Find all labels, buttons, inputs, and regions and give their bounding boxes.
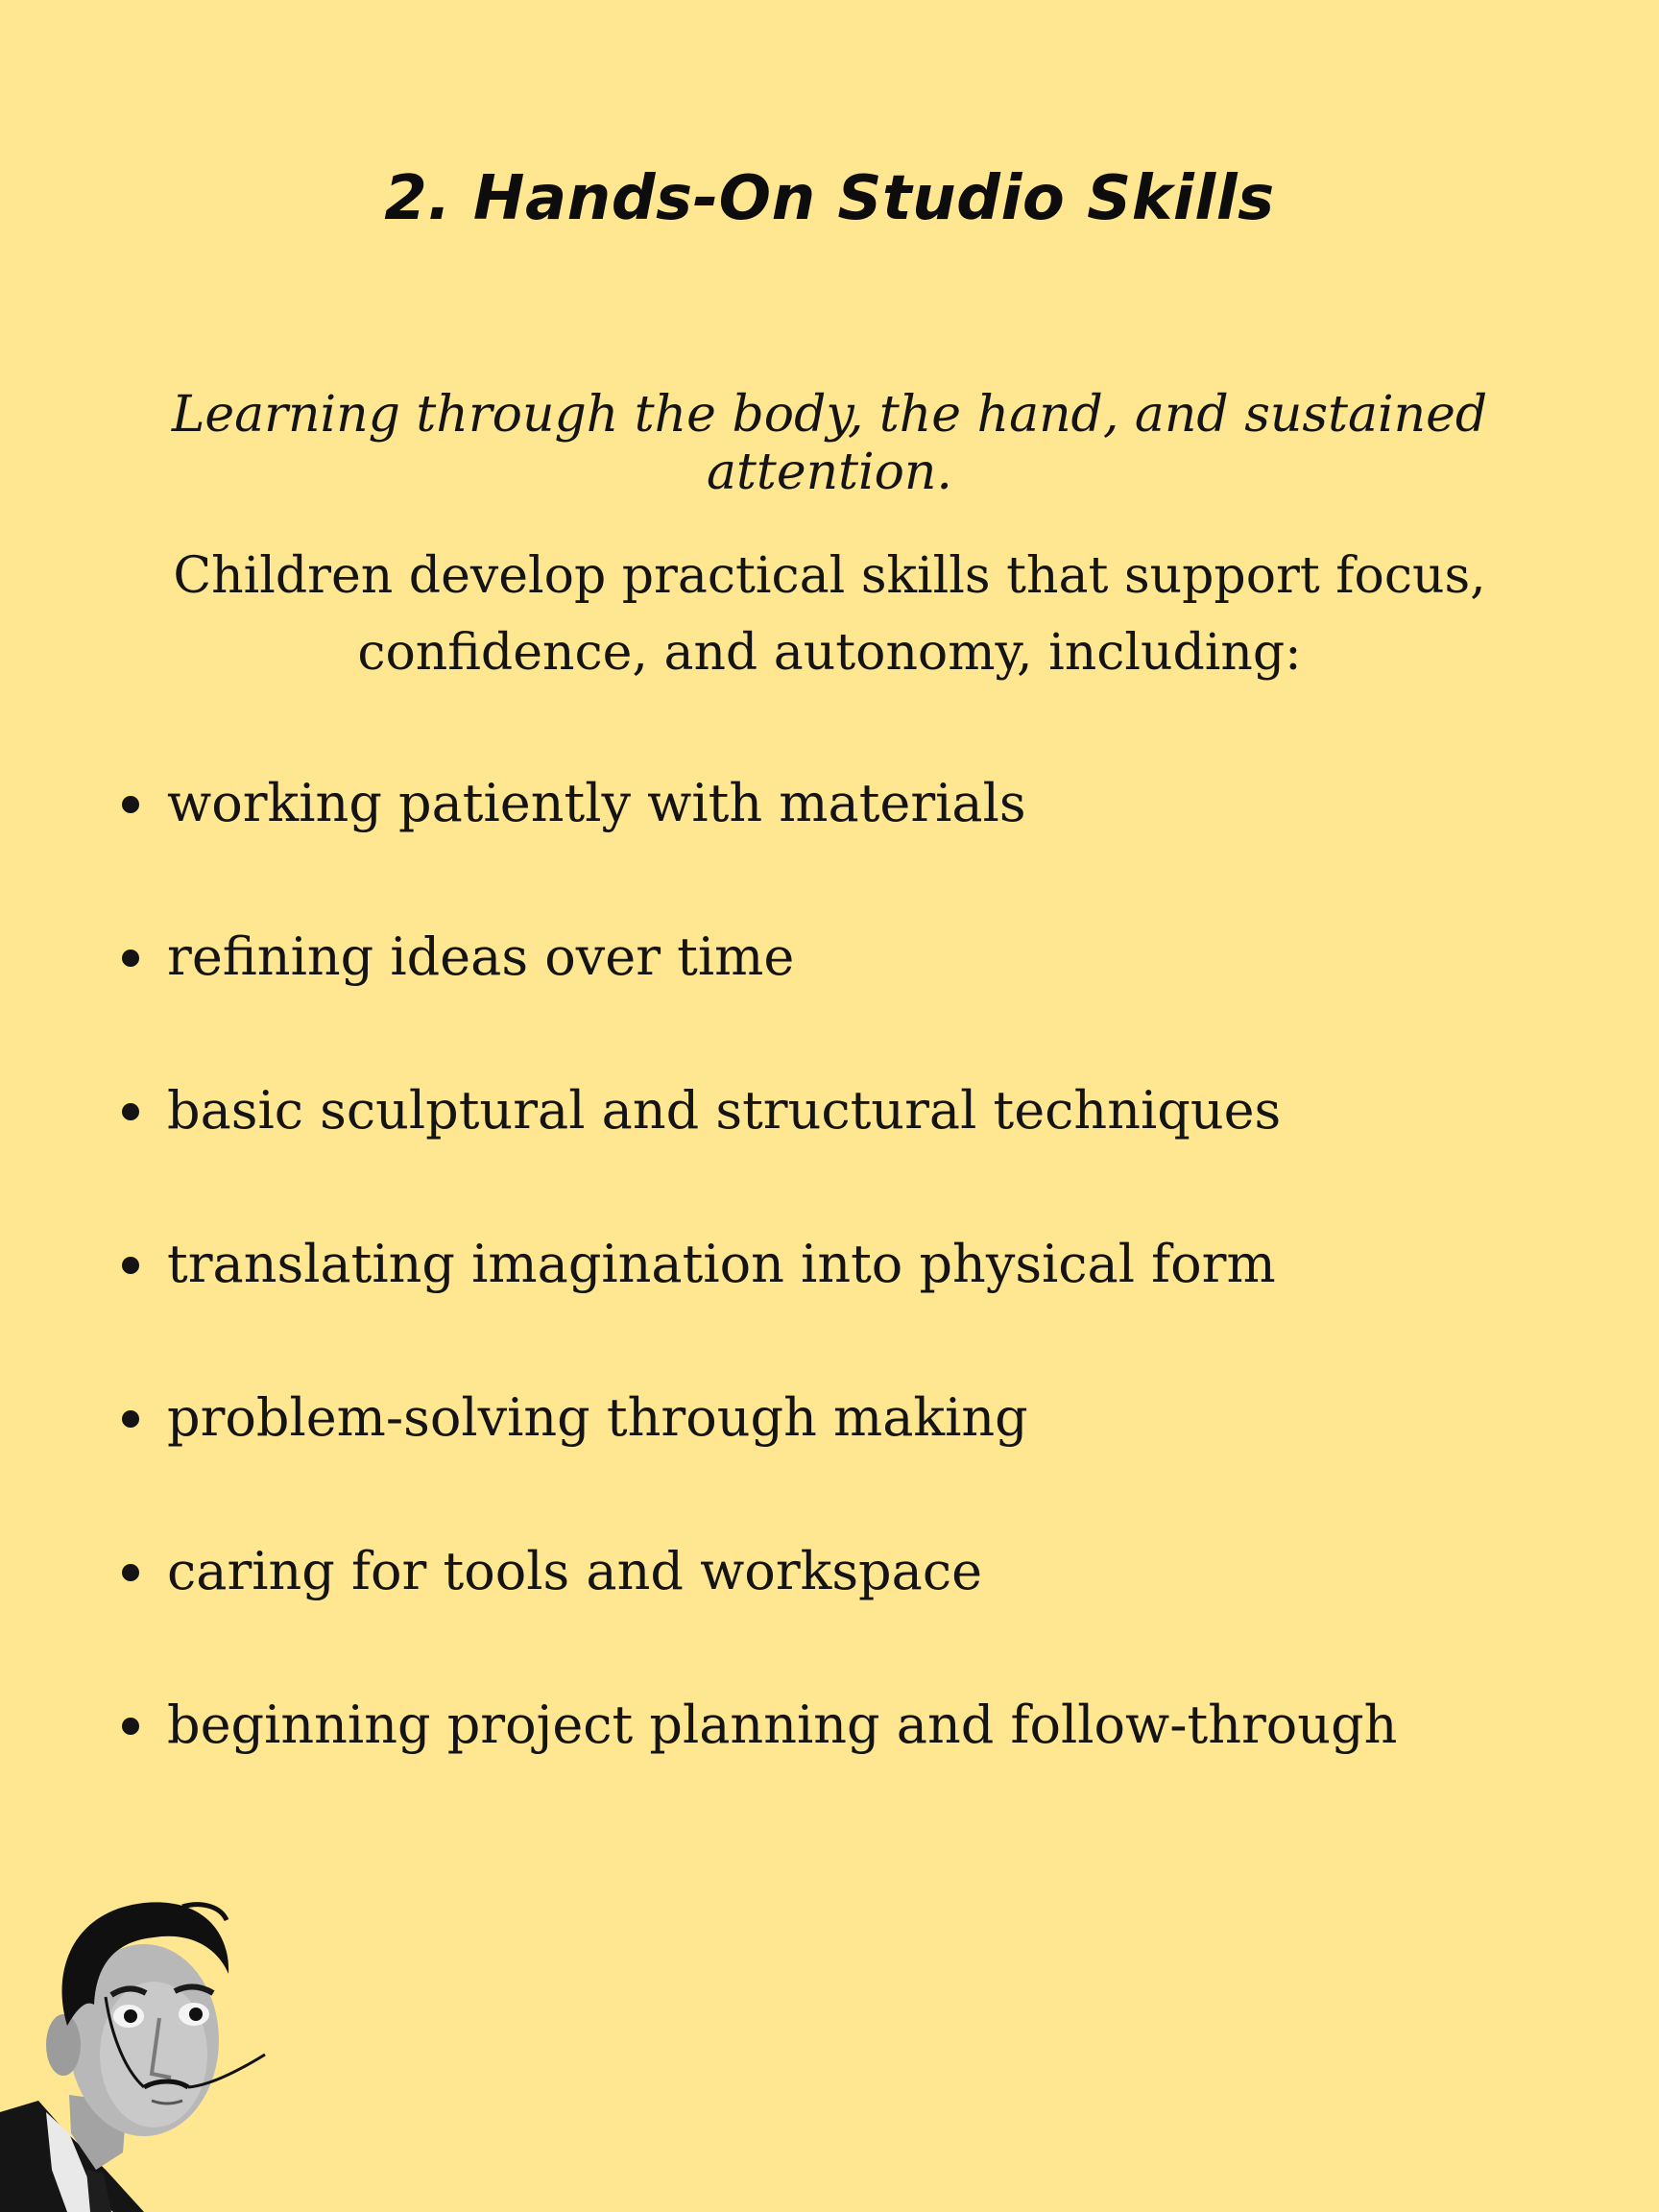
bullet-icon: [122, 1718, 139, 1735]
page-title: 2. Hands-On Studio Skills: [384, 163, 1275, 234]
list-item: [0, 1072, 1659, 1149]
list-item-text: beginning project planning and follow-through: [167, 1695, 1398, 1755]
bullet-icon: [122, 1257, 139, 1274]
bullet-icon: [122, 1564, 139, 1581]
list-item: [0, 919, 1659, 996]
list-item: [0, 1533, 1659, 1610]
intro-paragraph: Children develop practical skills that support focus, confidence, and autonomy, including:: [173, 547, 1486, 682]
list-item: [0, 765, 1659, 842]
list-item-text: refining ideas over time: [167, 926, 795, 987]
list-item: [0, 1687, 1659, 1764]
subtitle: Learning through the body, the hand, and sustained attention.: [171, 386, 1488, 501]
list-item-text: basic sculptural and structural techniques: [167, 1080, 1282, 1141]
list-item-text: caring for tools and workspace: [167, 1541, 983, 1601]
list-item-text: problem-solving through making: [167, 1387, 1028, 1448]
portrait-image: [0, 1882, 278, 2212]
bullet-icon: [122, 1410, 139, 1428]
list-item: [0, 1380, 1659, 1456]
list-item-text: working patiently with materials: [167, 773, 1026, 833]
bullet-icon: [122, 796, 139, 813]
bullet-icon: [122, 950, 139, 967]
bullet-icon: [122, 1103, 139, 1120]
list-item-text: translating imagination into physical form: [167, 1234, 1276, 1294]
list-item: [0, 1226, 1659, 1303]
